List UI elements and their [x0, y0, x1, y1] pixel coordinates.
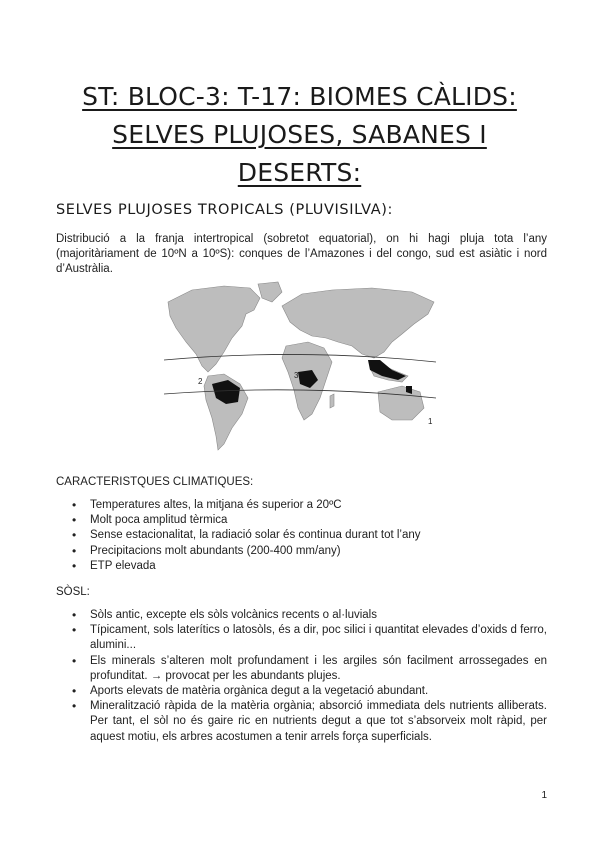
list-item: • Els minerals s’alteren molt profundament i les argiles són facilment arrossegades en profunditat. → provocat per les abundants plujes.	[56, 654, 547, 684]
list-item: • Temperatures altes, la mitjana és superior a 20ºC	[56, 498, 547, 513]
map-label-3: 3	[294, 371, 299, 380]
list-item: • ETP elevada	[56, 559, 547, 574]
list-item: • Precipitacions molt abundants (200-400 mm/any)	[56, 544, 547, 559]
list-item: • Sòls antic, excepte els sòls volcànics recents o al·luvials	[56, 608, 547, 623]
page-number: 1	[541, 790, 547, 801]
list-item: • Mineralització ràpida de la matèria orgània; absorció immediata dels nutrients alliberats. Per tant, el sòl no és gaire ric en nutrients degut a que tot s’absorveix molt ràpid, per aquest motiu, els arbres acostumen a tenir arrels força superficials.	[56, 699, 547, 745]
list-item: • Aports elevats de matèria orgànica degut a la vegetació abundant.	[56, 684, 547, 699]
north-america-shape	[168, 286, 260, 372]
title-line-1: ST: BLOC-3: T-17: BIOMES CÀLIDS:	[82, 82, 517, 111]
intro-paragraph: Distribució a la franja intertropical (sobretot equatorial), on hi hagi pluja tota l’any (majoritàriament de 10ºN a 10ºS): conques de l’Amazones i del congo, sud est asiàtic i nord d’Austràlia.	[56, 233, 547, 275]
climate-heading: CARACTERISTQUES CLIMATIQUES:	[56, 476, 254, 488]
madagascar-shape	[330, 394, 334, 408]
map-label-2: 2	[198, 377, 203, 386]
australia-shape	[378, 386, 424, 420]
soil-heading: SÒSL:	[56, 586, 90, 598]
climate-list	[56, 498, 547, 574]
soil-list	[56, 608, 547, 745]
greenland-shape	[258, 282, 282, 302]
title-line-3: DESERTS:	[237, 158, 362, 187]
section-heading: SELVES PLUJOSES TROPICALS (PLUVISILVA):	[56, 202, 394, 218]
asia-rainforest-zone	[368, 360, 406, 380]
map-label-1: 1	[428, 417, 433, 426]
list-item: • Típicament, sols laterítics o latosòls, és a dir, poc silici i quantitat elevades d’oxids d ferro, alumini...	[56, 623, 547, 653]
world-map-figure	[162, 280, 438, 458]
list-item: • Sense estacionalitat, la radiació solar és continua durant tot l’any	[56, 528, 547, 543]
list-item: • Molt poca amplitud tèrmica	[56, 513, 547, 528]
title-line-2: SELVES PLUJOSES, SABANES I	[112, 120, 487, 149]
page-title	[40, 78, 559, 192]
